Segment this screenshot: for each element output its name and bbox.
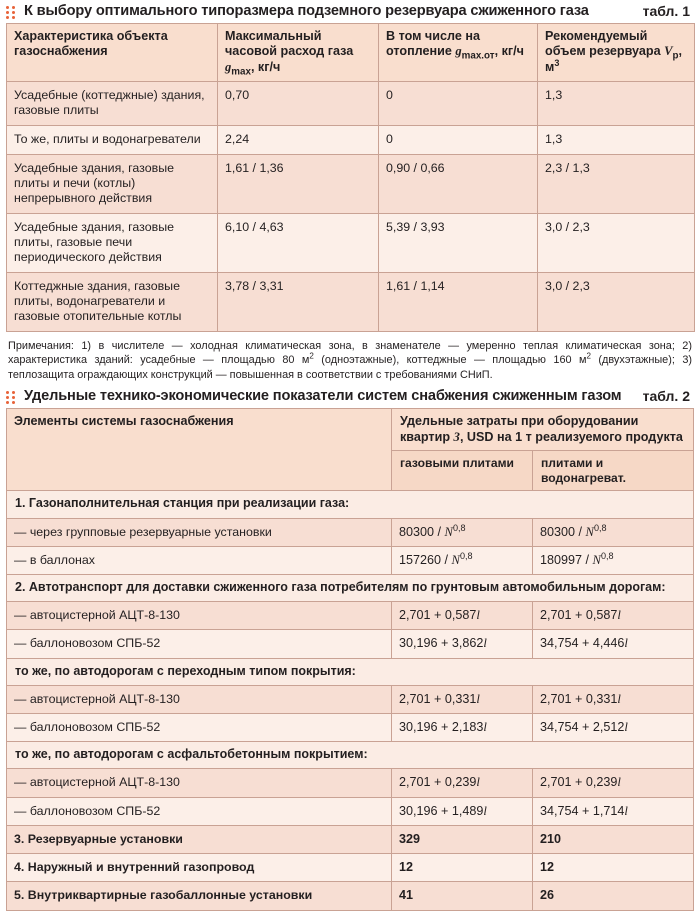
table2-section-label: 2. Автотранспорт для доставки сжиженного газа потребителям по грунтовым автомобильным дорогам:: [7, 575, 694, 602]
dots-grid-icon: [6, 6, 17, 18]
table1-header-gmaxot-pre: В том числе на отопление: [386, 29, 480, 59]
table-row: [7, 685, 694, 713]
table1-header-row: [7, 24, 695, 82]
table2-cell-element: 4. Наружный и внутренний газопровод: [7, 854, 392, 882]
table1-cell-characteristic: Коттеджные здания, газовые плиты, водонагреватели и газовые отопительные котлы: [7, 273, 218, 332]
table2-number: табл. 2: [642, 388, 690, 405]
table-row: [7, 82, 695, 126]
table1-cell-volume: 3,0 / 2,3: [538, 214, 695, 273]
table2-header-row-group: [7, 409, 694, 451]
table-row: [7, 126, 695, 155]
table-row: [7, 273, 695, 332]
table1-notes-part3: (двухэтажные); 3) теплозащита ограждающих конструкций — повышенная в соответствии с требованиями СНиП.: [8, 354, 693, 381]
table2-total-row: [7, 882, 694, 910]
table1-title: К выбору оптимального типоразмера подземного резервуара сжиженного газа: [24, 3, 589, 19]
table1-header-gmax: [218, 24, 379, 82]
table2-cell-stoves: 80300 / N$^{0,8}$: [392, 518, 533, 546]
table1-header-gmax-pre: Максимальный часовой расход газа: [225, 29, 354, 59]
table2-section-row: [7, 575, 694, 602]
table1-cell-characteristic: То же, плиты и водонагреватели: [7, 126, 218, 155]
table1-cell-gmax: 2,24: [218, 126, 379, 155]
table1-header-volume-sub: р: [672, 50, 679, 62]
table-row: [7, 714, 694, 742]
table1-cell-gmax-ot: 5,39 / 3,93: [379, 214, 538, 273]
table1-cell-gmax: 6,10 / 4,63: [218, 214, 379, 273]
table2-cell-stoves: 30,196 + 3,862l: [392, 630, 533, 658]
table2-cell-stoves: 30,196 + 2,183l: [392, 714, 533, 742]
table1-cell-volume: 1,3: [538, 126, 695, 155]
table2-cell-stoves: 41: [392, 882, 533, 910]
table2-total-row: [7, 825, 694, 853]
table-row: [7, 518, 694, 546]
table2-section-row: [7, 491, 694, 518]
table-row: [7, 602, 694, 630]
table2-cell-element: — автоцистерной АЦТ-8-130: [7, 685, 392, 713]
table1-cell-gmax: 3,78 / 3,31: [218, 273, 379, 332]
table1-header-gmax-ot: [379, 24, 538, 82]
table2-cell-stoves: 2,701 + 0,331l: [392, 685, 533, 713]
table2-cell-stoves: 2,701 + 0,239l: [392, 769, 533, 797]
table-row: [7, 769, 694, 797]
table2-cell-element: — автоцистерной АЦТ-8-130: [7, 602, 392, 630]
table1-notes: [8, 339, 692, 382]
table2-cell-stoves-heaters: 80300 / N$^{0,8}$: [533, 518, 694, 546]
table1-header-gmaxot-post: , кг/ч: [494, 44, 524, 59]
table2-header-group-pre: Удельные затраты при оборудовании квартир: [400, 414, 639, 444]
table2-cell-stoves-heaters: 2,701 + 0,331l: [533, 685, 694, 713]
table1-cell-volume: 2,3 / 1,3: [538, 155, 695, 214]
table2-cell-element: — баллоновозом СПБ-52: [7, 797, 392, 825]
table2-cell-stoves-heaters: 34,754 + 4,446l: [533, 630, 694, 658]
table2-header-group-post: , USD на 1 т реализуемого продукта: [459, 429, 683, 444]
table1-header-volume-pre: Рекомендуемый объем резервуара: [545, 29, 665, 59]
table2-cell-element: — автоцистерной АЦТ-8-130: [7, 769, 392, 797]
table-2: [6, 408, 694, 910]
table1-cell-volume: 3,0 / 2,3: [538, 273, 695, 332]
table1-header-volume-post: , м: [545, 44, 682, 74]
table1-header-volume: [538, 24, 695, 82]
table2-cell-stoves-heaters: 210: [533, 825, 694, 853]
table2-cell-stoves: 157260 / N$^{0,8}$: [392, 546, 533, 574]
table2-section-row: [7, 742, 694, 769]
table1-header-volume-var: V: [664, 44, 673, 59]
table1-notes-sup2: 2: [586, 351, 591, 361]
table2-cell-stoves: 12: [392, 854, 533, 882]
table1-cell-characteristic: Усадебные (коттеджные) здания, газовые плиты: [7, 82, 218, 126]
table2-cell-stoves-heaters: 2,701 + 0,239l: [533, 769, 694, 797]
table2-title: Удельные технико-экономические показатели систем снабжения сжиженным газом: [24, 388, 622, 405]
table1-header-gmax-var: g: [225, 59, 232, 74]
table1-cell-gmax-ot: 1,61 / 1,14: [379, 273, 538, 332]
table1-cell-characteristic: Усадебные здания, газовые плиты и печи (котлы) непрерывного действия: [7, 155, 218, 214]
table2-cell-element: — баллоновозом СПБ-52: [7, 714, 392, 742]
table2-header-group-var: З: [453, 429, 460, 444]
table2-cell-stoves-heaters: 26: [533, 882, 694, 910]
table2-cell-stoves-heaters: 34,754 + 2,512l: [533, 714, 694, 742]
table2-section-label: то же, по автодорогам с асфальтобетонным покрытием:: [7, 742, 694, 769]
table1-notes-part1: Примечания: 1) в числителе — холодная климатическая зона, в знаменателе — умеренно теплая климатическая зона; 2) характеристика зданий: усадебные — площадью 80 м: [8, 340, 692, 367]
table1-cell-gmax-ot: 0: [379, 126, 538, 155]
table2-cell-stoves: 2,701 + 0,587l: [392, 602, 533, 630]
table1-number: табл. 1: [642, 3, 690, 19]
table2-section-label: то же, по автодорогам с переходным типом покрытия:: [7, 658, 694, 685]
table2-cell-stoves-heaters: 34,754 + 1,714l: [533, 797, 694, 825]
table-row: [7, 214, 695, 273]
dots-grid-icon: [6, 391, 17, 403]
table2-header-sub-stoves: газовыми плитами: [392, 450, 533, 491]
table1-header-characteristic: Характеристика объекта газоснабжения: [7, 24, 218, 82]
table2-cell-element: — в баллонах: [7, 546, 392, 574]
table2-cell-stoves: 329: [392, 825, 533, 853]
table-row: [7, 546, 694, 574]
table1-header-gmax-post: , кг/ч: [250, 59, 281, 74]
table2-cell-stoves-heaters: 12: [533, 854, 694, 882]
table1-header-gmax-sub: max: [231, 66, 251, 78]
table2-cell-element: 3. Резервуарные установки: [7, 825, 392, 853]
table2-cell-stoves-heaters: 180997 / N$^{0,8}$: [533, 546, 694, 574]
table1-cell-characteristic: Усадебные здания, газовые плиты, газовые печи периодического действия: [7, 214, 218, 273]
table1-cell-gmax: 1,61 / 1,36: [218, 155, 379, 214]
table1-notes-part2: (одноэтажные), коттеджные — площадью 160 м: [313, 354, 587, 367]
table1-title-bar: [0, 0, 700, 23]
table-row: [7, 155, 695, 214]
table2-cell-stoves-heaters: 2,701 + 0,587l: [533, 602, 694, 630]
table1-cell-volume: 1,3: [538, 82, 695, 126]
table2-cell-element: — через групповые резервуарные установки: [7, 518, 392, 546]
table1-cell-gmax: 0,70: [218, 82, 379, 126]
table1-header-gmaxot-sub: max.от: [461, 50, 495, 62]
table-1: [6, 23, 695, 332]
table2-section-row: [7, 658, 694, 685]
table2-cell-stoves: 30,196 + 1,489l: [392, 797, 533, 825]
table1-header-volume-sup: 3: [554, 57, 560, 68]
table2-total-row: [7, 854, 694, 882]
table2-header-group: [392, 409, 694, 451]
table2-section-label: 1. Газонаполнительная станция при реализации газа:: [7, 491, 694, 518]
table1-notes-sup1: 2: [309, 351, 314, 361]
table2-title-bar: [0, 382, 700, 408]
table-row: [7, 797, 694, 825]
table2-header-sub-stoves-heaters: плитами и водонагреват.: [533, 450, 694, 491]
table2-header-elements: Элементы системы газоснабжения: [7, 409, 392, 491]
table-row: [7, 630, 694, 658]
table1-cell-gmax-ot: 0: [379, 82, 538, 126]
table2-cell-element: — баллоновозом СПБ-52: [7, 630, 392, 658]
table2-cell-element: 5. Внутриквартирные газобаллонные установки: [7, 882, 392, 910]
table1-cell-gmax-ot: 0,90 / 0,66: [379, 155, 538, 214]
table1-header-gmaxot-var: g: [455, 44, 462, 59]
